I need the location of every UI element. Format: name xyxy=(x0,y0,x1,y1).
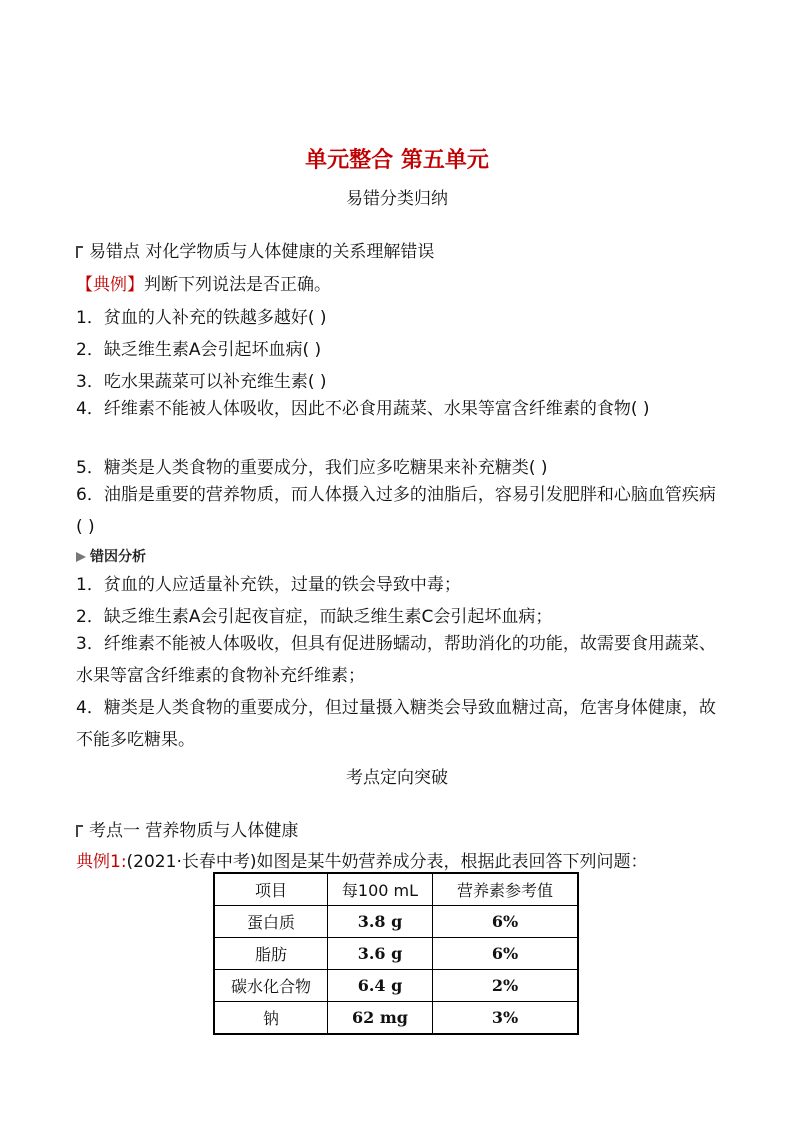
example-line: 典例1:(2021·长春中考)如图是某牛奶营养成分表，根据此表回答下列问题： xyxy=(76,852,648,872)
table-row xyxy=(214,970,578,1002)
question-item: 3．吃水果蔬菜可以补充维生素( ) xyxy=(76,372,327,392)
analysis-item: 3．纤维素不能被人体吸收，但具有促进肠蠕动，帮助消化的功能，故需要食用蔬菜、水果等富含纤维素的食物补充纤维素； xyxy=(76,634,716,686)
question-item: 2．缺乏维生素A会引起坏血病( ) xyxy=(76,340,322,360)
section-title: 考点定向突破 xyxy=(346,768,448,788)
question-item: 5．糖类是人类食物的重要成分，我们应多吃糖果来补充糖类( ) xyxy=(76,458,548,478)
question-item: 6．油脂是重要的营养物质，而人体摄入过多的油脂后，容易引发肥胖和心脑血管疾病( ) xyxy=(76,485,716,537)
table-cell: 钠 xyxy=(214,1002,328,1035)
analysis-item: 2．缺乏维生素A会引起夜盲症，而缺乏维生素C会引起坏血病； xyxy=(76,607,553,627)
table-cell: 3.6 g xyxy=(328,938,433,970)
point-heading: 考点一 营养物质与人体健康 xyxy=(76,816,298,841)
page-subtitle: 易错分类归纳 xyxy=(346,189,448,209)
section-marker-icon xyxy=(76,246,83,258)
table-cell: 脂肪 xyxy=(214,938,328,970)
analysis-icon xyxy=(76,552,86,562)
analysis-heading: 错因分析 xyxy=(76,546,146,566)
table-header-cell: 项目 xyxy=(214,873,328,906)
table-cell: 3.8 g xyxy=(328,906,433,938)
table-cell: 62 mg xyxy=(328,1002,433,1035)
question-item: 1．贫血的人补充的铁越多越好( ) xyxy=(76,308,327,328)
example-tag: 【典例】 xyxy=(76,275,144,295)
table-cell: 蛋白质 xyxy=(214,906,328,938)
table-header-row xyxy=(214,873,578,906)
section-marker-icon xyxy=(76,825,83,837)
table-row xyxy=(214,938,578,970)
error-point-heading: 易错点 对化学物质与人体健康的关系理解错误 xyxy=(76,237,434,262)
table-header-cell: 每100 mL xyxy=(328,873,433,906)
question-item: 4．纤维素不能被人体吸收，因此不必食用蔬菜、水果等富含纤维素的食物( ) xyxy=(76,399,650,419)
analysis-item: 4．糖类是人类食物的重要成分，但过量摄入糖类会导致血糖过高，危害身体健康，故不能多吃糖果。 xyxy=(76,698,716,750)
table-cell: 6% xyxy=(433,938,579,970)
table-row xyxy=(214,906,578,938)
table-row xyxy=(214,1002,578,1035)
table-cell: 3% xyxy=(433,1002,579,1035)
table-cell: 碳水化合物 xyxy=(214,970,328,1002)
page-title: 单元整合 第五单元 xyxy=(305,148,489,173)
nutrition-table xyxy=(213,872,579,1035)
table-cell: 2% xyxy=(433,970,579,1002)
table-cell: 6% xyxy=(433,906,579,938)
example-intro: 【典例】判断下列说法是否正确。 xyxy=(76,275,331,295)
analysis-item: 1．贫血的人应适量补充铁，过量的铁会导致中毒； xyxy=(76,575,461,595)
table-cell: 6.4 g xyxy=(328,970,433,1002)
example-label: 典例1: xyxy=(76,852,127,872)
table-header-cell: 营养素参考值 xyxy=(433,873,579,906)
